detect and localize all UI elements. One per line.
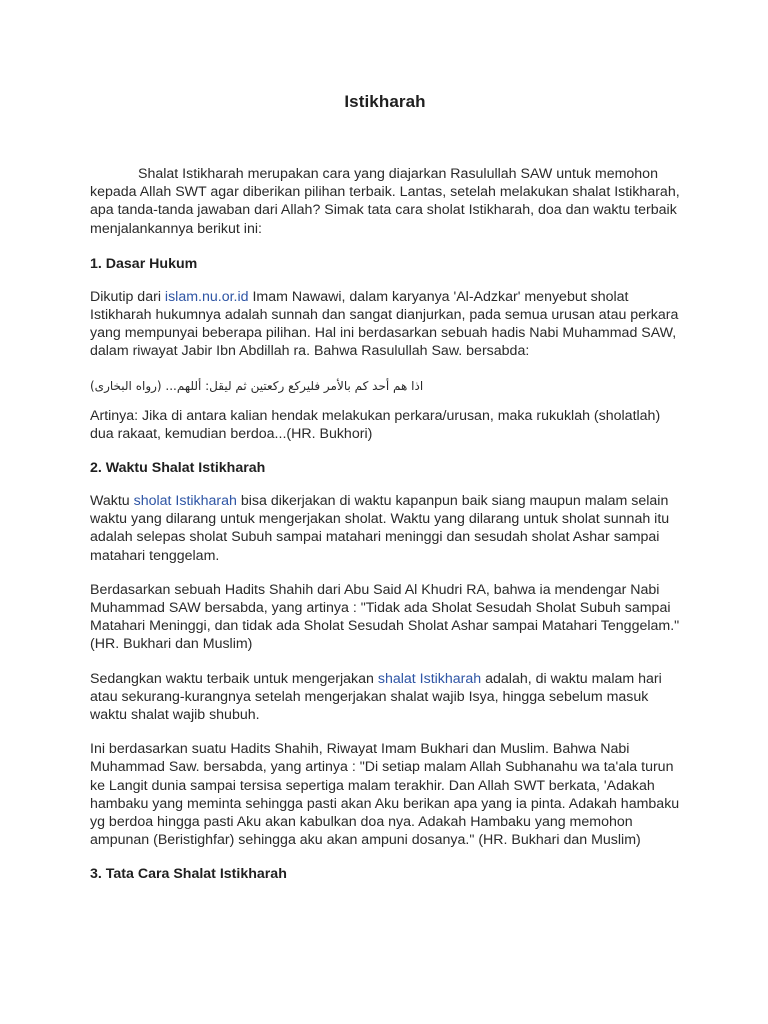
section-heading-tata-cara: 3. Tata Cara Shalat Istikharah (90, 866, 287, 883)
waktu-paragraph-1 (90, 492, 680, 565)
arabic-hadith-text: اذا هم أحد كم بالأمر فليركع ركعتين ثم ليقل: أللهم... (رواه البخارى) (90, 378, 424, 393)
waktu-p3-text-after: adalah, di waktu malam hari atau sekurang-kurangnya setelah mengerjakan shalat wajib Isya, hingga sebelum masuk waktu shalat wajib shubuh. (90, 670, 662, 724)
islam-nu-link[interactable]: islam.nu.or.id (164, 288, 249, 305)
document-title: Istikharah (344, 92, 426, 111)
arabic-hadith-line (90, 377, 680, 395)
waktu-p1-text-before: Waktu (90, 493, 134, 510)
sholat-istikharah-link[interactable]: sholat Istikharah (133, 493, 237, 510)
waktu-paragraph-4: Ini berdasarkan suatu Hadits Shahih, Riwayat Imam Bukhari dan Muslim. Bahwa Nabi Muhammad Saw. bersabda, yang artinya : "Di setiap malam Allah Subhanahu wa ta'ala turun ke Langit dunia sampai tersisa sepertiga malam terakhir. Dan Allah SWT berkata, 'Adakah hambaku yang meminta sehingga pasti akan Aku berikan apa yang ia pinta. Adakah hambaku yg berdoa hingga pasti Aku akan kabulkan doa nya. Adakah Hambaku yang memohon ampunan (Beristighfar) sehingga aku akan ampuni dosanya." (HR. Bukhari dan Muslim) (90, 741, 680, 849)
section-heading-dasar-hukum: 1. Dasar Hukum (90, 255, 198, 272)
dasar-hukum-paragraph (90, 288, 680, 361)
waktu-p1-text-after: bisa dikerjakan di waktu kapanpun baik siang maupun malam selain waktu yang dilarang untuk mengerjakan sholat. Waktu yang dilarang untuk sholat sunnah itu adalah selepas sholat Subuh sampai matahari meninggi dan sesudah sholat Ashar sampai matahari tenggelam. (90, 493, 670, 564)
waktu-paragraph-3 (90, 670, 680, 725)
shalat-istikharah-link[interactable]: shalat Istikharah (377, 670, 482, 687)
waktu-paragraph-2: Berdasarkan sebuah Hadits Shahih dari Abu Said Al Khudri RA, bahwa ia mendengar Nabi Muhammad SAW bersabda, yang artinya : "Tidak ada Sholat Sesudah Sholat Subuh sampai Matahari Meninggi, dan tidak ada Sholat Sesudah Sholat Ashar sampai Matahari Tenggelam." (HR. Bukhari dan Muslim) (90, 581, 680, 653)
waktu-p3-text-before: Sedangkan waktu terbaik untuk mengerjakan (90, 670, 378, 687)
dasar-hukum-text-before: Dikutip dari (90, 288, 165, 305)
section-heading-waktu-shalat: 2. Waktu Shalat Istikharah (90, 460, 266, 477)
hadith-translation-paragraph: Artinya: Jika di antara kalian hendak melakukan perkara/urusan, maka rukuklah (sholatlah) dua rakaat, kemudian berdoa...(HR. Bukhori) (90, 407, 661, 442)
intro-paragraph: Shalat Istikharah merupakan cara yang diajarkan Rasulullah SAW untuk memohon kepada Allah SWT agar diberikan pilihan terbaik. Lantas, setelah melakukan shalat Istikharah, apa tanda-tanda jawaban dari Allah? Simak tata cara sholat Istikharah, doa dan waktu terbaik menjalankannya berikut ini: (90, 166, 680, 237)
dasar-hukum-text-after: Imam Nawawi, dalam karyanya 'Al-Adzkar' menyebut sholat Istikharah hukumnya adalah sunnah dan sangat dianjurkan, pada semua urusan atau perkara yang mempunyai beberapa pilihan. Hal ini berdasarkan sebuah hadis Nabi Muhammad SAW, dalam riwayat Jabir Ibn Abdillah ra. Bahwa Rasulullah Saw. bersabda: (90, 288, 679, 360)
